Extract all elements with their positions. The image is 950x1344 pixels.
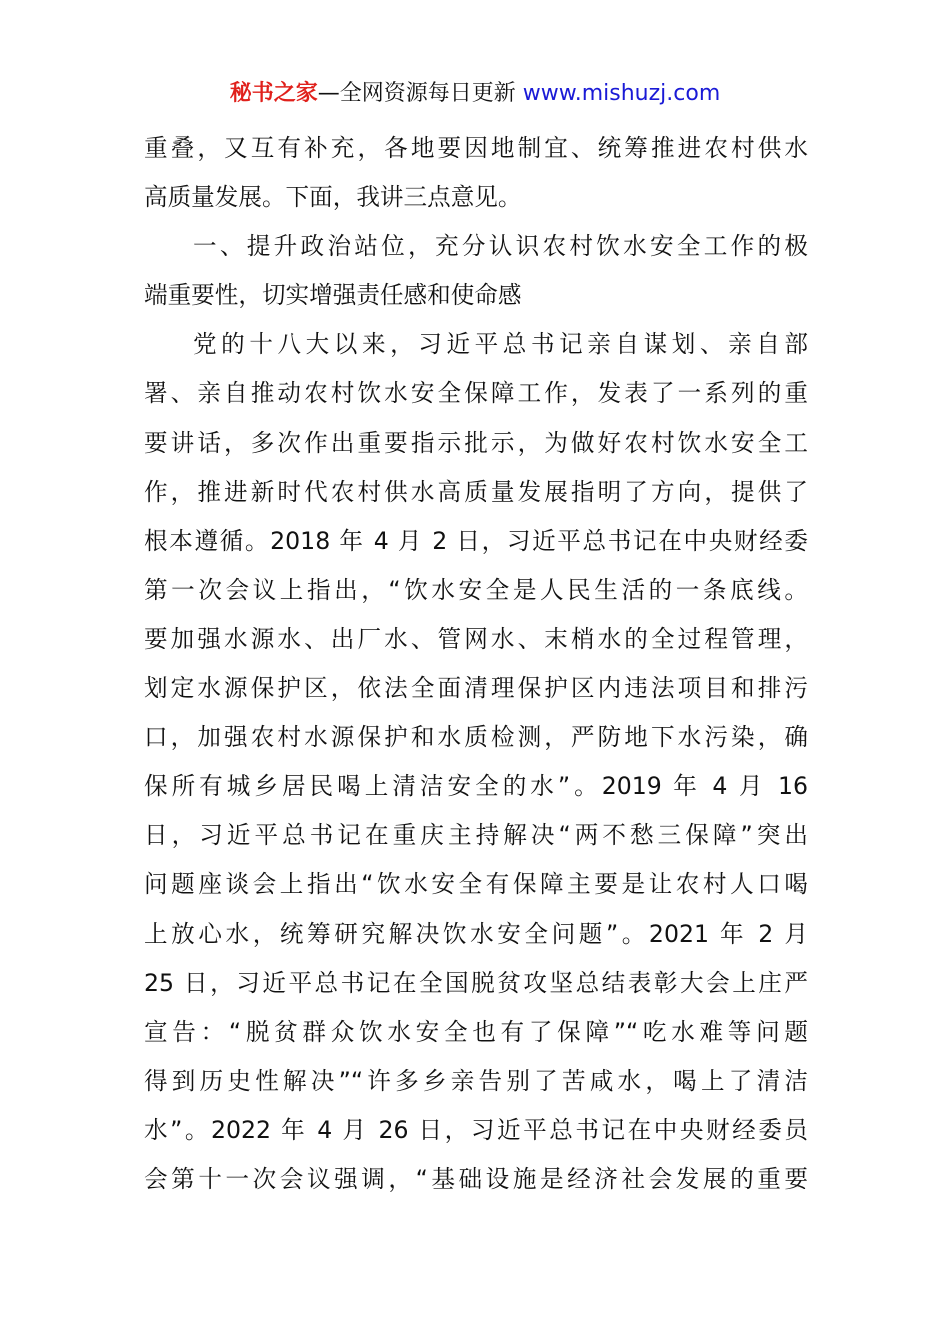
text-line: 会第十一次会议强调，“基础设施是经济社会发展的重要 (144, 1164, 808, 1193)
text-line: 划定水源保护区，依法全面清理保护区内违法项目和排污 (144, 674, 808, 703)
text-line: 署、亲自推动农村饮水安全保障工作，发表了一系列的重 (144, 379, 808, 408)
site-url-link[interactable]: www.mishuzj.com (522, 81, 721, 106)
text-line: 得到历史性解决”“许多乡亲告别了苦咸水，喝上了清洁 (144, 1066, 808, 1095)
section-heading-line: 端重要性，切实增强责任感和使命感 (144, 281, 522, 310)
text-line: 要讲话，多次作出重要指示批示，为做好农村饮水安全工 (144, 428, 808, 457)
document-body (144, 124, 808, 1204)
text-line: 高质量发展。下面，我讲三点意见。 (144, 183, 522, 212)
text-line: 25 日，习近平总书记在全国脱贫攻坚总结表彰大会上庄严 (144, 968, 808, 997)
text-line: 要加强水源水、出厂水、管网水、末梢水的全过程管理， (144, 624, 808, 653)
text-line: 根本遵循。2018 年 4 月 2 日，习近平总书记在中央财经委 (144, 526, 808, 555)
brand-name: 秘书之家 (229, 81, 318, 106)
text-line: 问题座谈会上指出“饮水安全有保障主要是让农村人口喝 (144, 870, 808, 899)
text-line: 作，推进新时代农村供水高质量发展指明了方向，提供了 (144, 477, 808, 506)
text-line: 党的十八大以来，习近平总书记亲自谋划、亲自部 (193, 330, 808, 359)
text-line: 宣告：“脱贫群众饮水安全也有了保障”“吃水难等问题 (144, 1017, 808, 1046)
header-tagline: —全网资源每日更新 (317, 81, 523, 106)
text-line: 日，习近平总书记在重庆主持解决“两不愁三保障”突出 (144, 821, 808, 850)
page-header (0, 78, 950, 110)
text-line: 保所有城乡居民喝上清洁安全的水”。2019 年 4 月 16 (144, 772, 808, 801)
text-line: 口，加强农村水源保护和水质检测，严防地下水污染，确 (144, 723, 808, 752)
text-line: 水”。2022 年 4 月 26 日，习近平总书记在中央财经委员 (144, 1115, 808, 1144)
text-line: 上放心水，统筹研究解决饮水安全问题”。2021 年 2 月 (144, 919, 808, 948)
text-line: 重叠，又互有补充，各地要因地制宜、统筹推进农村供水 (144, 134, 808, 162)
section-heading-line: 一、提升政治站位，充分认识农村饮水安全工作的极 (193, 232, 808, 261)
text-line: 第一次会议上指出，“饮水安全是人民生活的一条底线。 (144, 575, 808, 604)
